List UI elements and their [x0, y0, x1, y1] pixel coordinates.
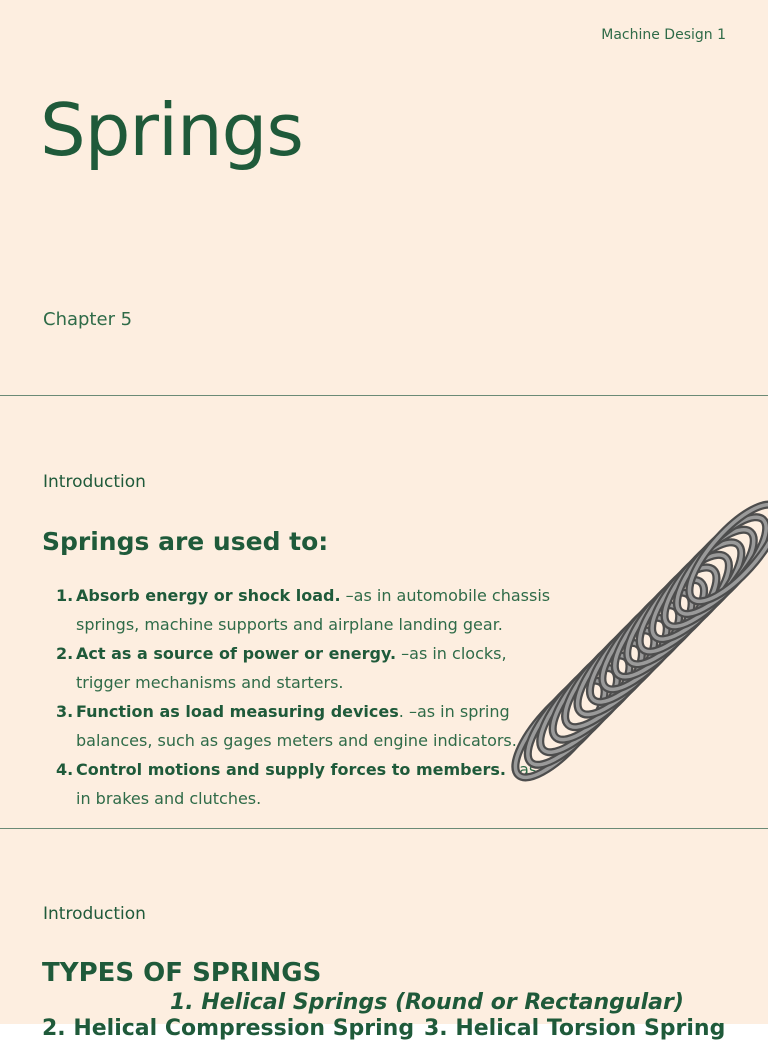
spring-coil [602, 568, 718, 690]
item-lead: Function as load measuring devices [76, 702, 399, 721]
slide-gap [0, 829, 768, 866]
item-number: 4. [56, 760, 74, 779]
list-item [56, 581, 556, 639]
spring-type-1: 1. Helical Springs (Round or Rectangular) [170, 990, 684, 1015]
item-text: –as in clocks, trigger mechanisms and starters. [76, 644, 507, 692]
course-label: Machine Design 1 [601, 27, 726, 43]
spring-coil [626, 542, 742, 664]
spring-coil [651, 517, 767, 639]
item-lead: Absorb energy or shock load. [76, 586, 341, 605]
slide-gap [0, 396, 768, 433]
types-slide [0, 866, 768, 1041]
section-label: Introduction [43, 904, 146, 924]
list-item [56, 755, 556, 813]
section-label: Introduction [43, 472, 146, 492]
section-heading: TYPES OF SPRINGS [42, 958, 322, 988]
spring-type-3: 3. Helical Torsion Spring [424, 1016, 726, 1041]
spring-type-2: 2. Helical Compression Spring [42, 1016, 415, 1041]
item-number: 2. [56, 644, 74, 663]
item-text: –as in brakes and clutches. [76, 760, 538, 808]
spring-coil [614, 555, 730, 677]
title-slide [0, 0, 768, 395]
coil-spring-image [522, 511, 768, 786]
item-number: 1. [56, 586, 74, 605]
section-heading: Springs are used to: [42, 527, 329, 556]
list-item [56, 697, 556, 755]
uses-list [56, 581, 556, 813]
item-number: 3. [56, 702, 74, 721]
list-item [56, 639, 556, 697]
item-lead: Control motions and supply forces to members. [76, 760, 506, 779]
chapter-label: Chapter 5 [43, 309, 133, 330]
item-lead: Act as a source of power or energy. [76, 644, 397, 663]
item-text: –as in automobile chassis springs, machine supports and airplane landing gear. [76, 586, 551, 634]
intro-slide [0, 433, 768, 828]
item-text: . –as in spring balances, such as gages meters and engine indicators. [76, 702, 517, 750]
slide-title: Springs [40, 88, 303, 172]
spring-coil [639, 530, 755, 652]
